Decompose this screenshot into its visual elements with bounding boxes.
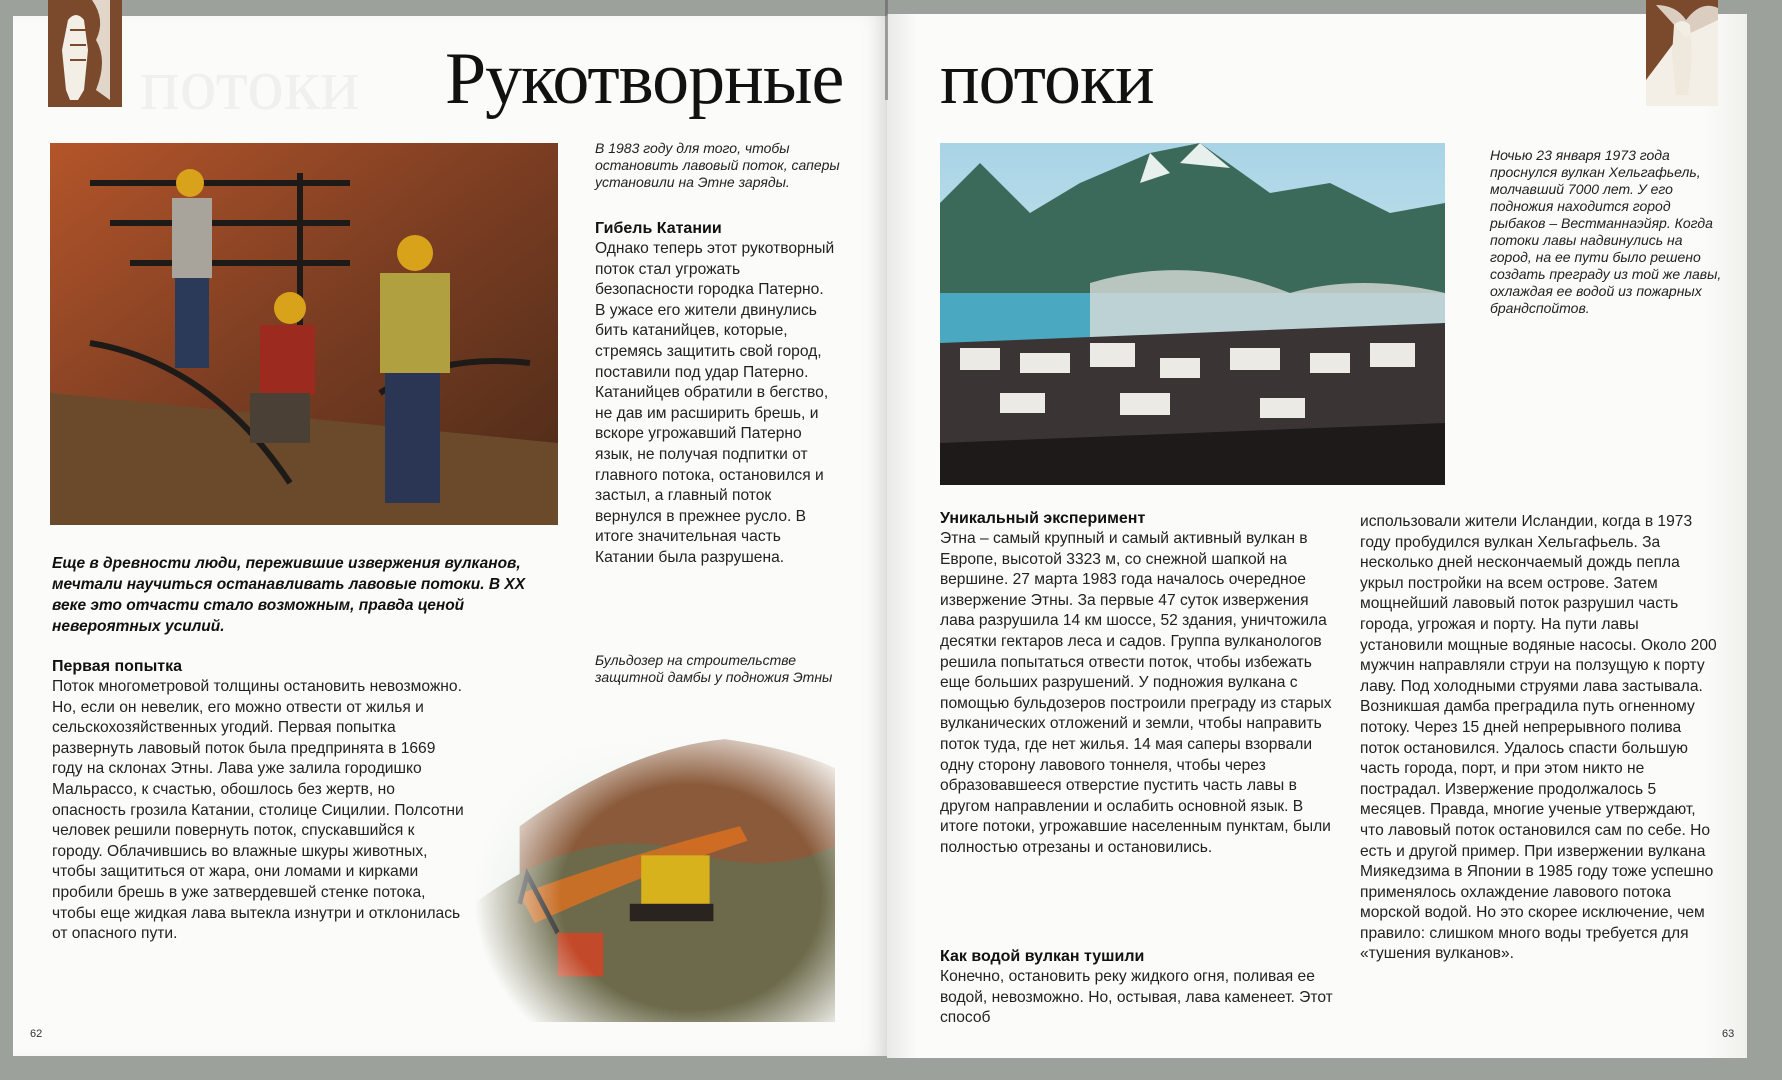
figure-emblem-icon bbox=[1646, 0, 1718, 106]
title-ghost-echo bbox=[140, 44, 360, 126]
caption-bulldozer: Бульдозер на строительстве защитной дамбы у подножия Этны bbox=[595, 652, 833, 685]
diver-emblem-icon bbox=[48, 0, 122, 107]
text-first-attempt: Поток многометровой толщины остановить невозможно. Но, если он невелик, его можно отвести от жилья и сельскохозяйственных угодий. Первая попытка развернуть лавовый поток была предпринята в 1669 году на склонах Этны. Лава уже залила городишко Мальрассо, к счастью, обошлось без жертв, но опасность грозила Катании, столице Сицилии. Полсотни человек решили повернуть поток, спускавшийся к городу. Облачившись во влажные шкуры животных, чтобы защититься от жара, они ломами и кирками пробили брешь в уже затвердевшей стенке потока, чтобы еще жидкая лава вытекла изнутри и отклонилась от опасного пути. bbox=[52, 678, 464, 943]
text-water-continued: использовали жители Исландии, когда в 1973 году пробудился вулкан Хельгафьель. За несколько дней нескончаемый дождь пепла укрыл постройки на всем острове. Затем мощнейший лавовый поток разрушил часть города, угрожая и порту. На пути лавы установили мощные водяные насосы. Около 200 мужчин направляли струи на ползущую к порту лаву. Под холодными струями лава застывала. Возникшая дамба преградила путь огненному потоку. Через 15 дней непрерывного полива поток остановился. Удалось спасти большую часть города, порт, и при этом никто не пострадал. Извержение продолжалось 5 месяцев. Правда, многие ученые утверждают, что лавовый поток остановился сам по себе. Но есть и другой пример. При извержении вулкана Миякедзима в Японии в 1985 году тоже успешно применялось охлаждение лавового потока морской водой. Но это скорее исключение, чем правило: слишком много воды требуется для «тушения вулканов». bbox=[1360, 513, 1717, 963]
heading-unique-experiment: Уникальный эксперимент bbox=[940, 510, 1146, 527]
heading-catania: Гибель Катании bbox=[595, 220, 722, 237]
page-number-right: 63 bbox=[1722, 1028, 1735, 1040]
section-unique-experiment bbox=[940, 508, 1340, 859]
lead-paragraph: Еще в древности люди, пережившие извержения вулканов, мечтали научиться останавливать лавовые потоки. В XX веке это отчасти стало возможным, правда ценой невероятных усилий. bbox=[52, 555, 526, 635]
title-left: Рукотворные bbox=[445, 38, 844, 120]
bulldozer-illustration bbox=[474, 710, 835, 1022]
section-first-attempt bbox=[52, 656, 464, 945]
title-ghost-text: потоки bbox=[140, 44, 360, 126]
text-water: Конечно, остановить реку жидкого огня, поливая ее водой, невозможно. Но, остывая, лава каменеет. Этот способ bbox=[940, 968, 1333, 1027]
heading-water: Как водой вулкан тушили bbox=[940, 948, 1145, 965]
vestmannaeyjar-illustration bbox=[940, 143, 1445, 485]
section-water bbox=[940, 946, 1340, 1029]
sappers-illustration bbox=[50, 143, 558, 525]
page-number-left: 62 bbox=[30, 1028, 43, 1040]
text-catania: Однако теперь этот рукотворный поток стал угрожать безопасности городка Патерно. В ужасе его жители двинулись бить катанийцев, которые, стремясь защитить свой город, поставили под удар Патерно. Катанийцев обратили в бегство, не дав им расширить брешь, и вскоре угрожавший Патерно язык, не получая подпитки от главного потока, остановился и застыл, а главный поток вернулся в прежнее русло. В итоге значительная часть Катании была разрушена. bbox=[595, 240, 835, 566]
section-water-continued bbox=[1360, 512, 1720, 965]
book-gutter bbox=[885, 0, 888, 100]
caption-sappers: В 1983 году для того, чтобы остановить лавовый поток, саперы установили на Этне заряды. bbox=[595, 140, 840, 190]
caption-helgafell: Ночью 23 января 1973 года проснулся вулкан Хельгафьель, молчавший 7000 лет. У его подножия находится город рыбаков – Вестманнаэйяр. Когда потоки лавы надвинулись на город, на ее пути было решено создать преграду из той же лавы, охлаждая ее водой из пожарных брандспойтов. bbox=[1490, 147, 1722, 316]
section-catania bbox=[595, 218, 835, 569]
text-unique-experiment: Этна – самый крупный и самый активный вулкан в Европе, высотой 3323 м, со снежной шапкой на вершине. 27 марта 1983 года началось очередное извержение Этны. За первые 47 суток извержения лава разрушила 14 км шоссе, 52 здания, уничтожила десятки гектаров леса и садов. Группа вулканологов решила попытаться отвести поток, чтобы избежать еще больших разрушений. У подножия вулкана с помощью бульдозеров построили преграду из старых вулканических отложений и земли, чтобы направить поток туда, где нет жилья. 14 мая саперы взорвали одну сторону лавового тоннеля, чтобы через образовавшееся отверстие пустить часть лавы в другом направлении и ослабить основной язык. В итоге потоки, угрожавшие населенным пунктам, были полностью отрезаны и остановились. bbox=[940, 530, 1332, 856]
heading-first-attempt: Первая попытка bbox=[52, 658, 182, 675]
title-right: потоки bbox=[940, 38, 1154, 120]
